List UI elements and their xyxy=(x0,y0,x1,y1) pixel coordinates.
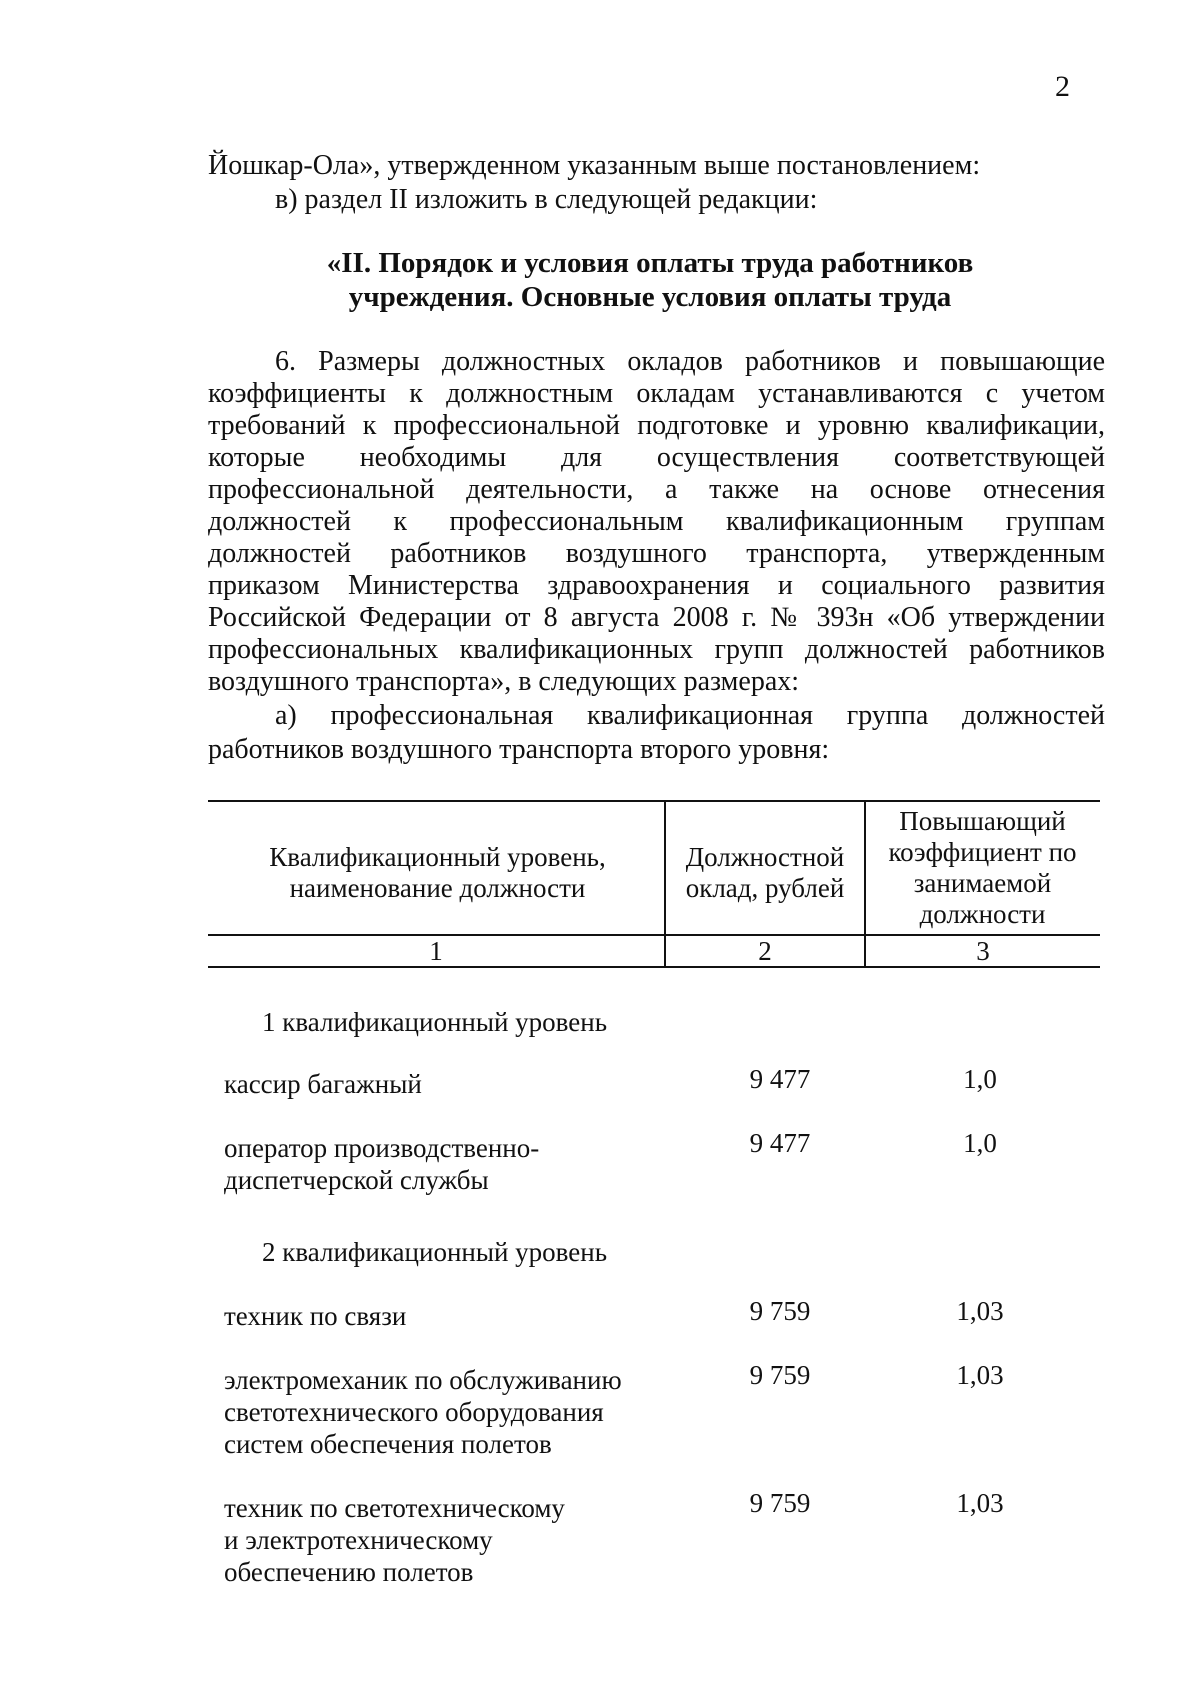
column-number: 1 xyxy=(429,936,443,966)
position-name: техник по связи xyxy=(224,1301,407,1331)
section-heading-line-2: учреждения. Основные условия оплаты труда xyxy=(348,281,952,313)
paragraph-6-line: должностей работников воздушного транспорта, утвержденным xyxy=(208,538,1105,569)
paragraph-6-line: требований к профессиональной подготовке и уровню квалификации, xyxy=(208,410,1105,441)
table-top-rule xyxy=(208,800,1100,802)
salary-value: 9 759 xyxy=(749,1360,811,1390)
table-header-position: Квалификационный уровень, наименование должности xyxy=(269,842,606,903)
column-number: 2 xyxy=(758,936,772,966)
position-name: систем обеспечения полетов xyxy=(224,1429,552,1459)
paragraph-6-line: приказом Министерства здравоохранения и социального развития xyxy=(208,570,1105,601)
position-name: оператор производственно- xyxy=(224,1133,540,1163)
qualification-level-1: 1 квалификационный уровень xyxy=(262,1007,608,1037)
coefficient-value: 1,0 xyxy=(963,1128,997,1158)
table-header-salary: Должностной оклад, рублей xyxy=(685,842,845,903)
salary-value: 9 477 xyxy=(749,1064,811,1094)
coefficient-value: 1,03 xyxy=(956,1488,1004,1518)
position-name: и электротехническому xyxy=(224,1525,493,1555)
paragraph-6-line: воздушного транспорта», в следующих размерах: xyxy=(208,666,800,697)
intro-line-1: Йошкар-Ола», утвержденном указанным выше постановлением: xyxy=(208,150,981,181)
paragraph-6-line: которые необходимы для осуществления соответствующей xyxy=(208,442,1105,473)
intro-line-2: в) раздел II изложить в следующей редакции: xyxy=(275,184,818,215)
position-name: кассир багажный xyxy=(224,1069,422,1099)
paragraph-6-line: коэффициенты к должностным окладам устанавливаются с учетом xyxy=(208,378,1105,409)
salary-value: 9 759 xyxy=(749,1296,811,1326)
position-name: электромеханик по обслуживанию xyxy=(224,1365,622,1395)
position-name: диспетчерской службы xyxy=(224,1165,489,1195)
position-name: техник по светотехническому xyxy=(224,1493,565,1523)
coefficient-value: 1,03 xyxy=(956,1360,1004,1390)
column-number: 3 xyxy=(976,936,990,966)
paragraph-6-line: профессиональной деятельности, а также на основе отнесения xyxy=(208,474,1105,505)
salary-value: 9 759 xyxy=(749,1488,811,1518)
salary-value: 9 477 xyxy=(749,1128,811,1158)
item-a-line-2: работников воздушного транспорта второго уровня: xyxy=(208,734,830,765)
paragraph-6-line: профессиональных квалификационных групп должностей работников xyxy=(208,634,1105,665)
section-heading-line-1: «II. Порядок и условия оплаты труда работников xyxy=(326,247,974,279)
qualification-level-2: 2 квалификационный уровень xyxy=(262,1237,608,1267)
coefficient-value: 1,03 xyxy=(956,1296,1004,1326)
page-number: 2 xyxy=(1055,70,1070,103)
table-number-rule xyxy=(208,966,1100,968)
position-name: светотехнического оборудования xyxy=(224,1397,604,1427)
position-name: обеспечению полетов xyxy=(224,1557,474,1587)
paragraph-6-line: должностей к профессиональным квалификационным группам xyxy=(208,506,1105,537)
table-header-coefficient: Повышающий коэффициент по занимаемой должности xyxy=(888,806,1077,929)
item-a-line-1: а) профессиональная квалификационная группа должностей xyxy=(275,700,1105,731)
paragraph-6-line: 6. Размеры должностных окладов работников и повышающие xyxy=(275,346,1105,377)
coefficient-value: 1,0 xyxy=(963,1064,997,1094)
paragraph-6-line: Российской Федерации от 8 августа 2008 г. № 393н «Об утверждении xyxy=(208,602,1105,633)
